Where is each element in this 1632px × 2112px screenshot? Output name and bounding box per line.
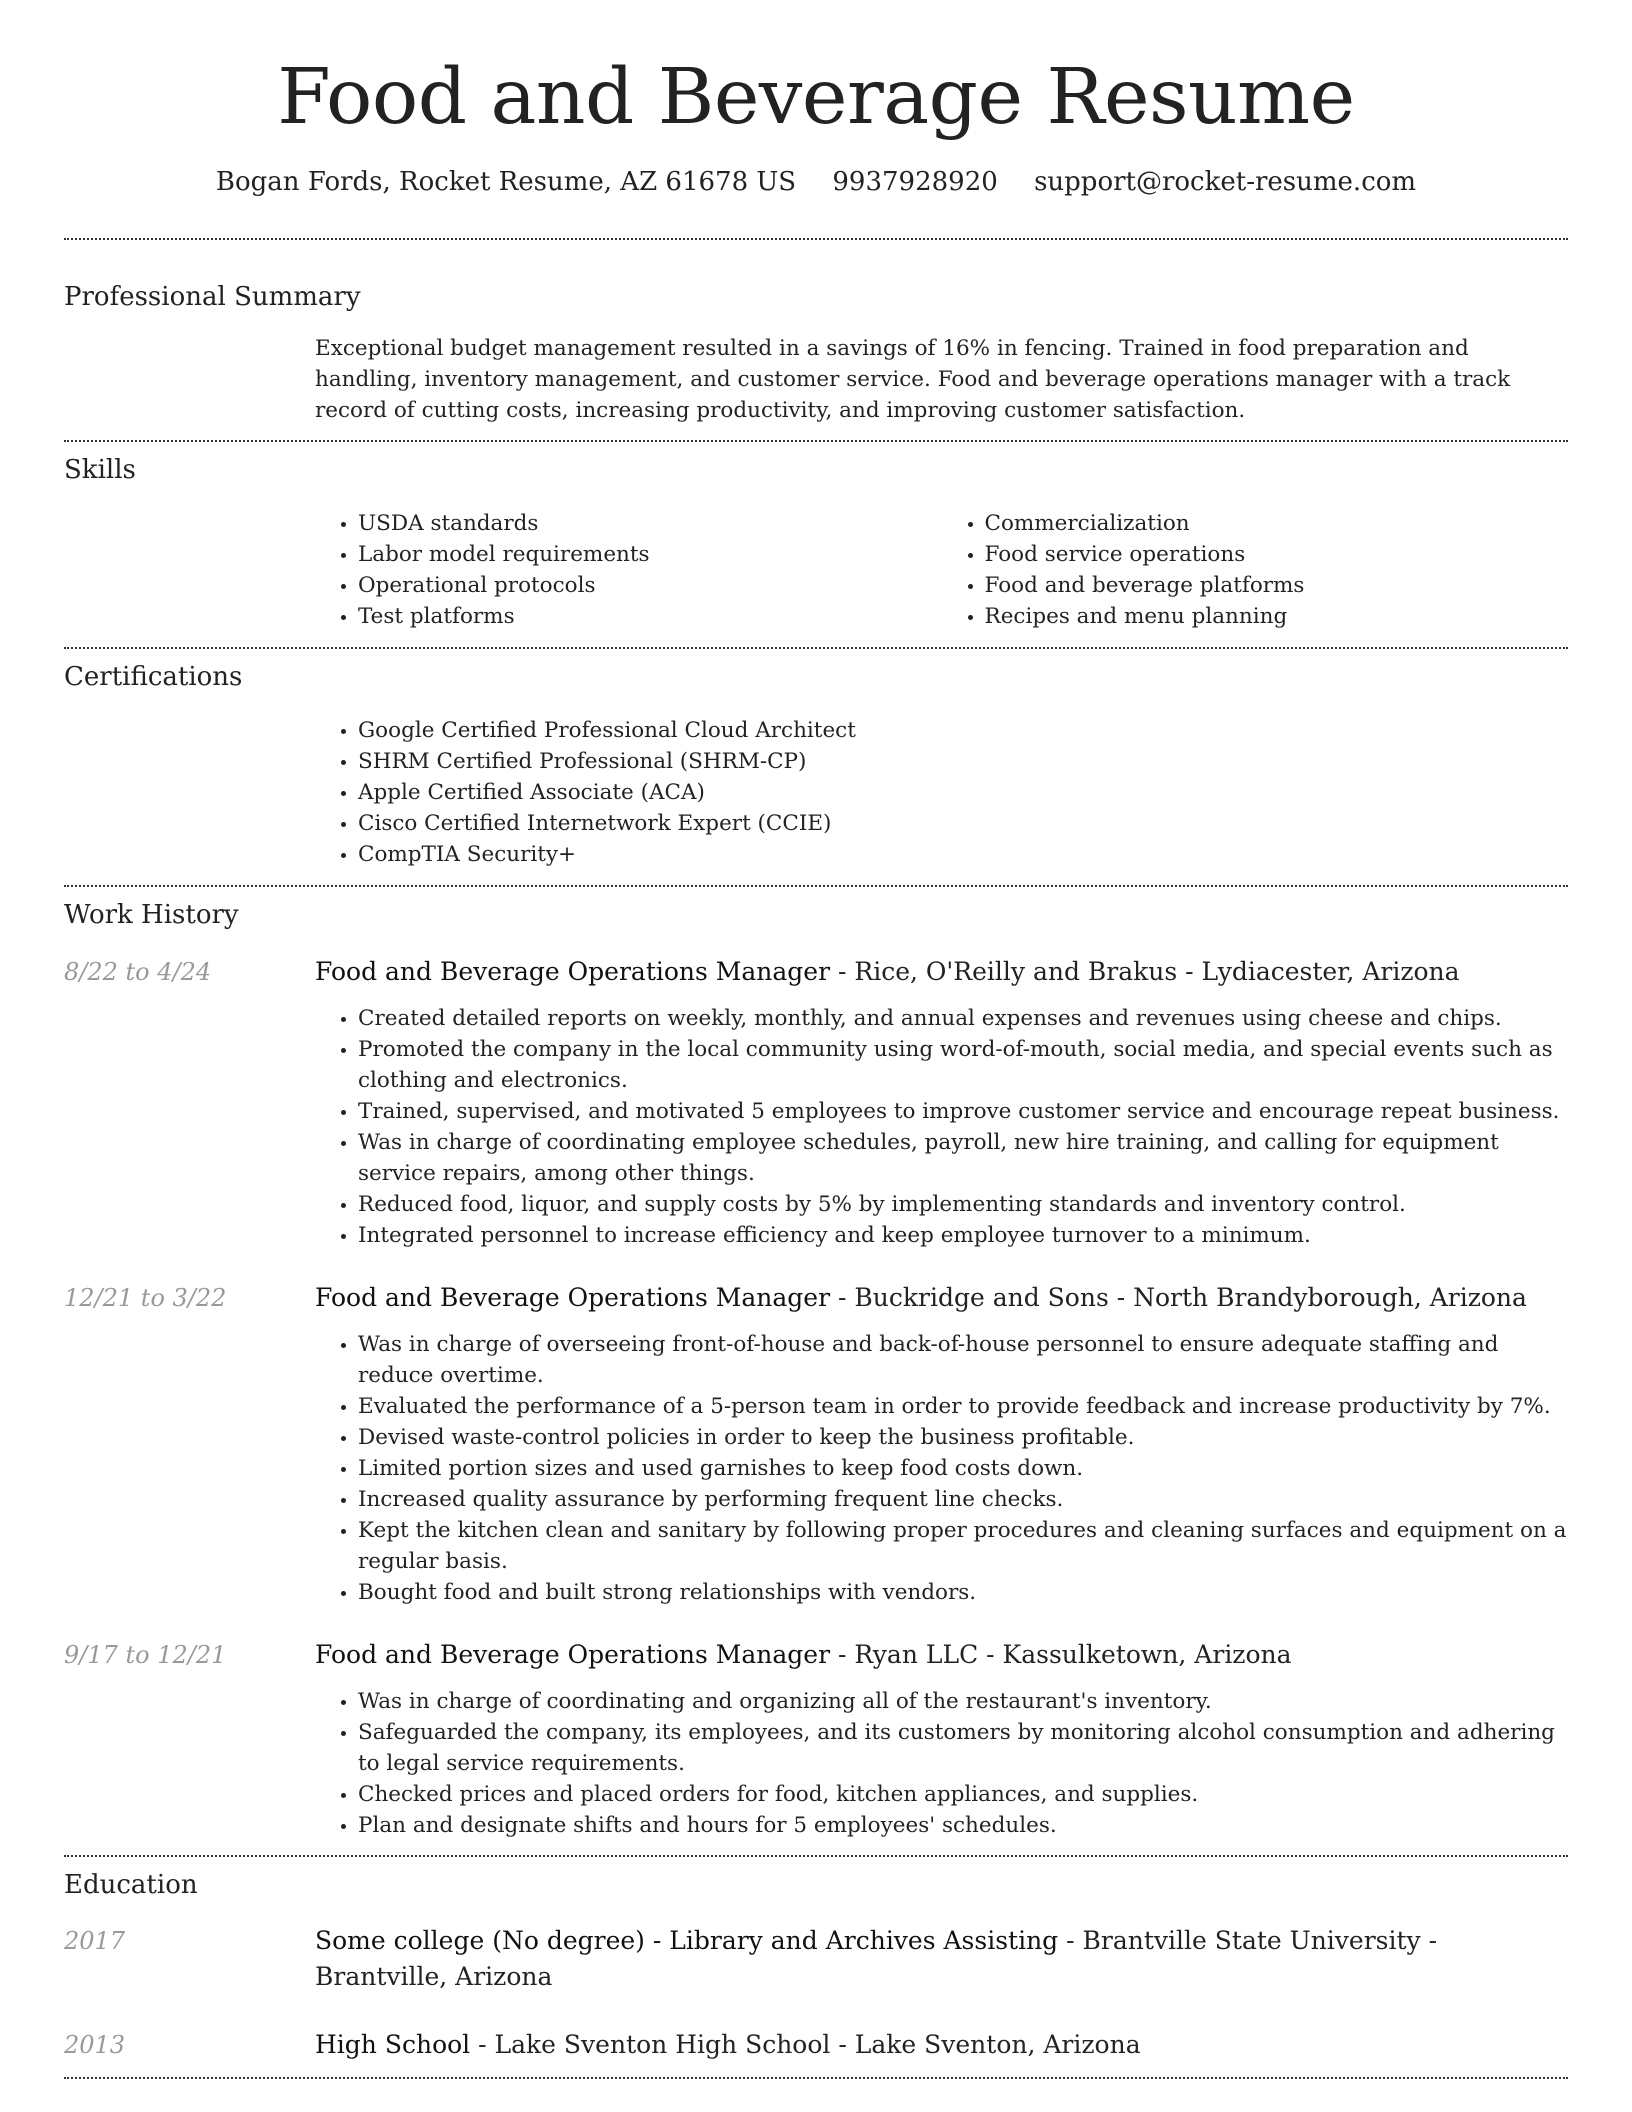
- job-bullet: • Was in charge of overseeing front-of-house and back-of-house personnel to ensure adequate staffing and reduce overtime.: [358, 1329, 1568, 1391]
- job-bullets: [315, 1003, 1568, 1251]
- education-school: - Brantville State University - Brantville, Arizona: [315, 1926, 1438, 1991]
- education-heading: Education: [64, 1870, 198, 1900]
- job-entry: [64, 1281, 1568, 1608]
- job-bullet: • Trained, supervised, and motivated 5 employees to improve customer service and encourage repeat business.: [358, 1096, 1568, 1127]
- job-bullet: • Bought food and built strong relationships with vendors.: [358, 1577, 1568, 1608]
- education-entry: [64, 2027, 1568, 2063]
- education-school: - Lake Sventon High School - Lake Sventon, Arizona: [470, 2030, 1141, 2059]
- skills-section: [64, 454, 1568, 632]
- skill-item: • Food and beverage platforms: [985, 570, 1569, 601]
- education-degree: Some college (No degree) - Library and Archives Assisting: [315, 1926, 1059, 1955]
- skills-list-left: [315, 508, 942, 632]
- job-dates: 9/17 to 12/21: [64, 1641, 227, 1669]
- job-employer: - Buckridge and Sons - North Brandyborough, Arizona: [830, 1283, 1527, 1312]
- job-bullets: [315, 1329, 1568, 1608]
- skill-item: • Food service operations: [985, 539, 1569, 570]
- skills-list-right: [942, 508, 1569, 632]
- job-employer: - Ryan LLC - Kassulketown, Arizona: [830, 1640, 1292, 1669]
- job-bullet: • Increased quality assurance by performing frequent line checks.: [358, 1484, 1568, 1515]
- skill-item: • Test platforms: [358, 601, 942, 632]
- skills-heading: Skills: [64, 455, 136, 485]
- section-divider: [64, 1855, 1568, 1857]
- summary-text: Exceptional budget management resulted in a savings of 16% in fencing. Trained in food preparation and handling, inventory management, and customer service. Food and beverage operations manager with a track record of cutting costs, increasing productivity, and improving customer satisfaction.: [315, 336, 1511, 423]
- job-title: Food and Beverage Operations Manager: [315, 1283, 831, 1312]
- summary-section: [64, 281, 1568, 426]
- education-section: [64, 1869, 1568, 2063]
- job-bullet: • Limited portion sizes and used garnishes to keep food costs down.: [358, 1453, 1568, 1484]
- section-divider: [64, 647, 1568, 649]
- job-title: Food and Beverage Operations Manager: [315, 957, 831, 986]
- job-bullets: [315, 1686, 1568, 1841]
- job-bullet: • Evaluated the performance of a 5-person team in order to provide feedback and increase productivity by 7%.: [358, 1391, 1568, 1422]
- contact-address: Bogan Fords, Rocket Resume, AZ 61678 US: [215, 167, 797, 197]
- section-divider: [64, 2077, 1568, 2079]
- section-divider: [64, 885, 1568, 887]
- education-text: [315, 1923, 1568, 1995]
- work-history-section: [64, 899, 1568, 1841]
- certification-item: • Google Certified Professional Cloud Architect: [358, 715, 1568, 746]
- certification-item: • Cisco Certified Internetwork Expert (CCIE): [358, 808, 1568, 839]
- job-bullet: • Safeguarded the company, its employees, and its customers by monitoring alcohol consumption and adhering to legal service requirements.: [358, 1717, 1568, 1779]
- job-dates: 8/22 to 4/24: [64, 958, 212, 986]
- skill-item: • Labor model requirements: [358, 539, 942, 570]
- education-year: 2017: [64, 1927, 126, 1955]
- job-bullet: • Devised waste-control policies in order to keep the business profitable.: [358, 1422, 1568, 1453]
- certifications-section: [64, 661, 1568, 870]
- education-entry: [64, 1923, 1568, 1995]
- skill-item: • Recipes and menu planning: [985, 601, 1569, 632]
- job-bullet: • Integrated personnel to increase efficiency and keep employee turnover to a minimum.: [358, 1220, 1568, 1251]
- skill-item: • Commercialization: [985, 508, 1569, 539]
- job-employer: - Rice, O'Reilly and Brakus - Lydiacester, Arizona: [830, 957, 1460, 986]
- certifications-list: [315, 715, 1568, 870]
- skill-item: • USDA standards: [358, 508, 942, 539]
- certifications-heading: Certifications: [64, 662, 243, 692]
- job-heading: [315, 1281, 1568, 1315]
- job-heading: [315, 955, 1568, 989]
- resume-page: [64, 0, 1568, 2079]
- job-bullet: • Was in charge of coordinating employee schedules, payroll, new hire training, and calling for equipment service repairs, among other things.: [358, 1127, 1568, 1189]
- job-bullet: • Reduced food, liquor, and supply costs by 5% by implementing standards and inventory control.: [358, 1189, 1568, 1220]
- job-dates: 12/21 to 3/22: [64, 1284, 227, 1312]
- job-bullet: • Checked prices and placed orders for food, kitchen appliances, and supplies.: [358, 1779, 1568, 1810]
- certification-item: • CompTIA Security+: [358, 839, 1568, 870]
- job-bullet: • Promoted the company in the local community using word-of-mouth, social media, and special events such as clothing and electronics.: [358, 1034, 1568, 1096]
- certification-item: • SHRM Certified Professional (SHRM-CP): [358, 746, 1568, 777]
- education-degree: High School: [315, 2030, 471, 2059]
- section-divider: [64, 440, 1568, 442]
- job-bullet: • Kept the kitchen clean and sanitary by following proper procedures and cleaning surfaces and equipment on a regular basis.: [358, 1515, 1568, 1577]
- job-bullet: • Plan and designate shifts and hours for 5 employees' schedules.: [358, 1810, 1568, 1841]
- job-bullet: • Was in charge of coordinating and organizing all of the restaurant's inventory.: [358, 1686, 1568, 1717]
- resume-title: Food and Beverage Resume: [277, 53, 1355, 142]
- job-entry: [64, 1638, 1568, 1841]
- job-heading: [315, 1638, 1568, 1672]
- skill-item: • Operational protocols: [358, 570, 942, 601]
- job-bullet: • Created detailed reports on weekly, monthly, and annual expenses and revenues using cheese and chips.: [358, 1003, 1568, 1034]
- contact-line: [64, 166, 1568, 198]
- summary-heading: Professional Summary: [64, 282, 361, 312]
- certification-item: • Apple Certified Associate (ACA): [358, 777, 1568, 808]
- education-text: [315, 2027, 1568, 2063]
- section-divider: [64, 238, 1568, 240]
- contact-email: support@rocket-resume.com: [1034, 167, 1417, 197]
- work-history-heading: Work History: [64, 900, 239, 930]
- job-entry: [64, 955, 1568, 1251]
- education-year: 2013: [64, 2031, 126, 2059]
- contact-phone: 9937928920: [832, 167, 998, 197]
- job-title: Food and Beverage Operations Manager: [315, 1640, 831, 1669]
